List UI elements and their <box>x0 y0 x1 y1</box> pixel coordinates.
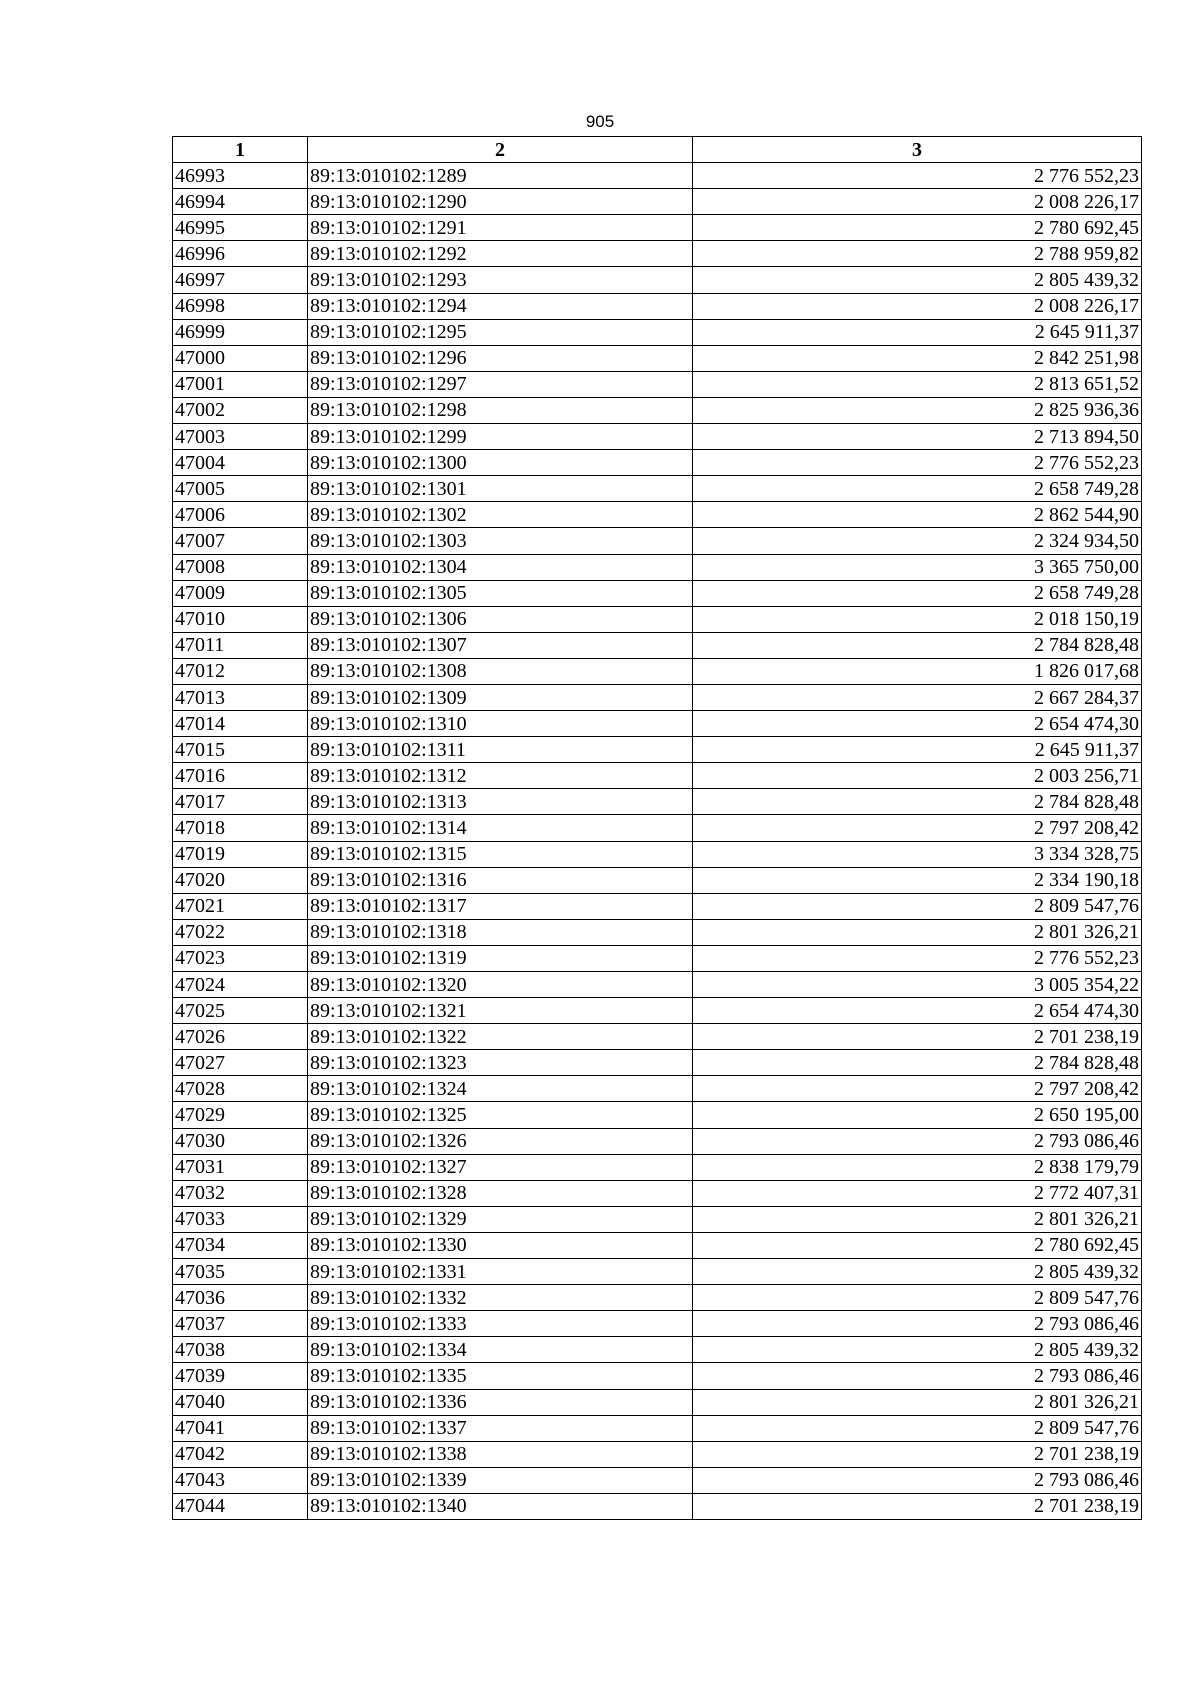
cadastral-number-cell: 89:13:010102:1334 <box>308 1337 693 1363</box>
table-row <box>173 1311 1142 1337</box>
cadastral-number-cell: 89:13:010102:1330 <box>308 1232 693 1258</box>
cadastral-number-cell: 89:13:010102:1329 <box>308 1206 693 1232</box>
row-number-cell: 47027 <box>173 1050 308 1076</box>
cadastral-value-cell: 2 701 238,19 <box>693 1024 1142 1050</box>
cadastral-value-cell: 2 713 894,50 <box>693 424 1142 450</box>
table-row <box>173 789 1142 815</box>
row-number-cell: 47023 <box>173 945 308 971</box>
table-row <box>173 371 1142 397</box>
table-row <box>173 1441 1142 1467</box>
cadastral-value-cell: 2 018 150,19 <box>693 606 1142 632</box>
row-number-cell: 47028 <box>173 1076 308 1102</box>
cadastral-value-cell: 2 784 828,48 <box>693 789 1142 815</box>
row-number-cell: 47016 <box>173 763 308 789</box>
cadastral-number-cell: 89:13:010102:1335 <box>308 1363 693 1389</box>
table-row <box>173 1337 1142 1363</box>
column-header-3: 3 <box>693 137 1142 163</box>
table-row <box>173 215 1142 241</box>
table-row <box>173 580 1142 606</box>
row-number-cell: 46993 <box>173 163 308 189</box>
header-row <box>173 137 1142 163</box>
cadastral-number-cell: 89:13:010102:1327 <box>308 1154 693 1180</box>
cadastral-number-cell: 89:13:010102:1294 <box>308 293 693 319</box>
table-row <box>173 189 1142 215</box>
row-number-cell: 47014 <box>173 711 308 737</box>
row-number-cell: 46994 <box>173 189 308 215</box>
cadastral-value-cell: 2 645 911,37 <box>693 737 1142 763</box>
row-number-cell: 47017 <box>173 789 308 815</box>
cadastral-value-cell: 2 805 439,32 <box>693 1337 1142 1363</box>
row-number-cell: 47024 <box>173 972 308 998</box>
cadastral-number-cell: 89:13:010102:1317 <box>308 893 693 919</box>
cadastral-value-cell: 2 797 208,42 <box>693 815 1142 841</box>
cadastral-number-cell: 89:13:010102:1320 <box>308 972 693 998</box>
cadastral-number-cell: 89:13:010102:1331 <box>308 1259 693 1285</box>
cadastral-number-cell: 89:13:010102:1307 <box>308 632 693 658</box>
row-number-cell: 47011 <box>173 632 308 658</box>
cadastral-number-cell: 89:13:010102:1326 <box>308 1128 693 1154</box>
cadastral-number-cell: 89:13:010102:1324 <box>308 1076 693 1102</box>
cadastral-value-cell: 2 862 544,90 <box>693 502 1142 528</box>
row-number-cell: 47025 <box>173 998 308 1024</box>
table-row <box>173 1389 1142 1415</box>
cadastral-value-cell: 2 793 086,46 <box>693 1363 1142 1389</box>
cadastral-value-cell: 2 801 326,21 <box>693 1206 1142 1232</box>
row-number-cell: 47030 <box>173 1128 308 1154</box>
row-number-cell: 47012 <box>173 658 308 684</box>
cadastral-number-cell: 89:13:010102:1325 <box>308 1102 693 1128</box>
table-row <box>173 267 1142 293</box>
row-number-cell: 46996 <box>173 241 308 267</box>
cadastral-value-cell: 2 801 326,21 <box>693 919 1142 945</box>
table-row <box>173 554 1142 580</box>
cadastral-number-cell: 89:13:010102:1292 <box>308 241 693 267</box>
cadastral-number-cell: 89:13:010102:1305 <box>308 580 693 606</box>
table-row <box>173 502 1142 528</box>
cadastral-value-cell: 2 797 208,42 <box>693 1076 1142 1102</box>
row-number-cell: 46997 <box>173 267 308 293</box>
row-number-cell: 47032 <box>173 1180 308 1206</box>
cadastral-number-cell: 89:13:010102:1323 <box>308 1050 693 1076</box>
table-row <box>173 450 1142 476</box>
cadastral-number-cell: 89:13:010102:1301 <box>308 476 693 502</box>
cadastral-number-cell: 89:13:010102:1338 <box>308 1441 693 1467</box>
cadastral-value-cell: 2 645 911,37 <box>693 319 1142 345</box>
row-number-cell: 47034 <box>173 1232 308 1258</box>
cadastral-number-cell: 89:13:010102:1291 <box>308 215 693 241</box>
row-number-cell: 47044 <box>173 1493 308 1519</box>
row-number-cell: 47008 <box>173 554 308 580</box>
cadastral-number-cell: 89:13:010102:1299 <box>308 424 693 450</box>
cadastral-number-cell: 89:13:010102:1313 <box>308 789 693 815</box>
cadastral-number-cell: 89:13:010102:1321 <box>308 998 693 1024</box>
cadastral-value-cell: 2 780 692,45 <box>693 215 1142 241</box>
row-number-cell: 47038 <box>173 1337 308 1363</box>
cadastral-value-cell: 2 654 474,30 <box>693 998 1142 1024</box>
table-header <box>173 137 1142 163</box>
cadastral-value-cell: 2 701 238,19 <box>693 1441 1142 1467</box>
row-number-cell: 47037 <box>173 1311 308 1337</box>
table-body <box>173 163 1142 1520</box>
page-number: 905 <box>585 112 615 131</box>
row-number-cell: 47020 <box>173 867 308 893</box>
cadastral-number-cell: 89:13:010102:1336 <box>308 1389 693 1415</box>
row-number-cell: 47035 <box>173 1259 308 1285</box>
table-row <box>173 397 1142 423</box>
table-row <box>173 1206 1142 1232</box>
cadastral-value-cell: 2 825 936,36 <box>693 397 1142 423</box>
table-row <box>173 684 1142 710</box>
cadastral-value-cell: 2 650 195,00 <box>693 1102 1142 1128</box>
row-number-cell: 47021 <box>173 893 308 919</box>
row-number-cell: 46998 <box>173 293 308 319</box>
row-number-cell: 47009 <box>173 580 308 606</box>
cadastral-number-cell: 89:13:010102:1337 <box>308 1415 693 1441</box>
table-row <box>173 1102 1142 1128</box>
cadastral-number-cell: 89:13:010102:1311 <box>308 737 693 763</box>
row-number-cell: 46999 <box>173 319 308 345</box>
row-number-cell: 47018 <box>173 815 308 841</box>
cadastral-number-cell: 89:13:010102:1332 <box>308 1285 693 1311</box>
row-number-cell: 47005 <box>173 476 308 502</box>
column-header-1: 1 <box>173 137 308 163</box>
table-row <box>173 1024 1142 1050</box>
cadastral-number-cell: 89:13:010102:1322 <box>308 1024 693 1050</box>
cadastral-value-cell: 3 334 328,75 <box>693 841 1142 867</box>
cadastral-number-cell: 89:13:010102:1306 <box>308 606 693 632</box>
cadastral-value-cell: 2 776 552,23 <box>693 945 1142 971</box>
table-row <box>173 1128 1142 1154</box>
cadastral-number-cell: 89:13:010102:1297 <box>308 371 693 397</box>
table-row <box>173 476 1142 502</box>
row-number-cell: 46995 <box>173 215 308 241</box>
cadastral-value-table <box>172 136 1142 1520</box>
table-row <box>173 893 1142 919</box>
row-number-cell: 47019 <box>173 841 308 867</box>
row-number-cell: 47004 <box>173 450 308 476</box>
cadastral-value-cell: 2 658 749,28 <box>693 476 1142 502</box>
cadastral-number-cell: 89:13:010102:1319 <box>308 945 693 971</box>
table-row <box>173 1232 1142 1258</box>
cadastral-value-cell: 2 003 256,71 <box>693 763 1142 789</box>
row-number-cell: 47003 <box>173 424 308 450</box>
cadastral-number-cell: 89:13:010102:1296 <box>308 345 693 371</box>
cadastral-value-cell: 2 788 959,82 <box>693 241 1142 267</box>
cadastral-value-cell: 1 826 017,68 <box>693 658 1142 684</box>
row-number-cell: 47041 <box>173 1415 308 1441</box>
row-number-cell: 47040 <box>173 1389 308 1415</box>
cadastral-value-cell: 2 334 190,18 <box>693 867 1142 893</box>
row-number-cell: 47006 <box>173 502 308 528</box>
table-row <box>173 711 1142 737</box>
table-row <box>173 632 1142 658</box>
table-row <box>173 945 1142 971</box>
cadastral-value-cell: 2 701 238,19 <box>693 1493 1142 1519</box>
cadastral-number-cell: 89:13:010102:1312 <box>308 763 693 789</box>
cadastral-value-cell: 2 780 692,45 <box>693 1232 1142 1258</box>
cadastral-number-cell: 89:13:010102:1328 <box>308 1180 693 1206</box>
cadastral-value-cell: 2 805 439,32 <box>693 267 1142 293</box>
cadastral-number-cell: 89:13:010102:1333 <box>308 1311 693 1337</box>
cadastral-number-cell: 89:13:010102:1309 <box>308 684 693 710</box>
table-row <box>173 1050 1142 1076</box>
table-row <box>173 163 1142 189</box>
row-number-cell: 47031 <box>173 1154 308 1180</box>
table-row <box>173 319 1142 345</box>
cadastral-value-cell: 2 667 284,37 <box>693 684 1142 710</box>
cadastral-number-cell: 89:13:010102:1295 <box>308 319 693 345</box>
cadastral-value-cell: 2 784 828,48 <box>693 1050 1142 1076</box>
cadastral-value-cell: 2 793 086,46 <box>693 1467 1142 1493</box>
table-row <box>173 998 1142 1024</box>
table-row <box>173 737 1142 763</box>
cadastral-value-cell: 2 809 547,76 <box>693 1285 1142 1311</box>
cadastral-number-cell: 89:13:010102:1289 <box>308 163 693 189</box>
row-number-cell: 47013 <box>173 684 308 710</box>
row-number-cell: 47007 <box>173 528 308 554</box>
cadastral-value-cell: 2 842 251,98 <box>693 345 1142 371</box>
cadastral-value-cell: 2 813 651,52 <box>693 371 1142 397</box>
row-number-cell: 47043 <box>173 1467 308 1493</box>
table-row <box>173 1285 1142 1311</box>
table-row <box>173 424 1142 450</box>
cadastral-value-cell: 3 365 750,00 <box>693 554 1142 580</box>
cadastral-number-cell: 89:13:010102:1303 <box>308 528 693 554</box>
table-row <box>173 972 1142 998</box>
cadastral-number-cell: 89:13:010102:1298 <box>308 397 693 423</box>
table-row <box>173 293 1142 319</box>
table-row <box>173 345 1142 371</box>
row-number-cell: 47033 <box>173 1206 308 1232</box>
cadastral-number-cell: 89:13:010102:1316 <box>308 867 693 893</box>
table-row <box>173 241 1142 267</box>
cadastral-number-cell: 89:13:010102:1315 <box>308 841 693 867</box>
cadastral-value-cell: 2 793 086,46 <box>693 1128 1142 1154</box>
row-number-cell: 47029 <box>173 1102 308 1128</box>
cadastral-number-cell: 89:13:010102:1293 <box>308 267 693 293</box>
cadastral-value-cell: 2 654 474,30 <box>693 711 1142 737</box>
cadastral-value-cell: 2 805 439,32 <box>693 1259 1142 1285</box>
cadastral-value-cell: 2 008 226,17 <box>693 293 1142 319</box>
table-row <box>173 1493 1142 1519</box>
table-row <box>173 1154 1142 1180</box>
cadastral-value-cell: 3 005 354,22 <box>693 972 1142 998</box>
table-row <box>173 1259 1142 1285</box>
cadastral-number-cell: 89:13:010102:1314 <box>308 815 693 841</box>
cadastral-value-cell: 2 324 934,50 <box>693 528 1142 554</box>
table-row <box>173 919 1142 945</box>
table-row <box>173 1076 1142 1102</box>
row-number-cell: 47039 <box>173 1363 308 1389</box>
cadastral-value-cell: 2 776 552,23 <box>693 163 1142 189</box>
row-number-cell: 47042 <box>173 1441 308 1467</box>
cadastral-value-cell: 2 658 749,28 <box>693 580 1142 606</box>
cadastral-value-cell: 2 801 326,21 <box>693 1389 1142 1415</box>
cadastral-value-cell: 2 008 226,17 <box>693 189 1142 215</box>
table-row <box>173 1180 1142 1206</box>
cadastral-number-cell: 89:13:010102:1290 <box>308 189 693 215</box>
row-number-cell: 47036 <box>173 1285 308 1311</box>
table-row <box>173 763 1142 789</box>
cadastral-number-cell: 89:13:010102:1318 <box>308 919 693 945</box>
cadastral-value-cell: 2 776 552,23 <box>693 450 1142 476</box>
row-number-cell: 47026 <box>173 1024 308 1050</box>
cadastral-number-cell: 89:13:010102:1310 <box>308 711 693 737</box>
row-number-cell: 47015 <box>173 737 308 763</box>
cadastral-number-cell: 89:13:010102:1300 <box>308 450 693 476</box>
table-row <box>173 815 1142 841</box>
table-row <box>173 867 1142 893</box>
cadastral-number-cell: 89:13:010102:1304 <box>308 554 693 580</box>
cadastral-value-cell: 2 838 179,79 <box>693 1154 1142 1180</box>
column-header-2: 2 <box>308 137 693 163</box>
table-row <box>173 841 1142 867</box>
row-number-cell: 47010 <box>173 606 308 632</box>
cadastral-number-cell: 89:13:010102:1302 <box>308 502 693 528</box>
row-number-cell: 47000 <box>173 345 308 371</box>
cadastral-number-cell: 89:13:010102:1340 <box>308 1493 693 1519</box>
table-row <box>173 1415 1142 1441</box>
table-row <box>173 606 1142 632</box>
row-number-cell: 47022 <box>173 919 308 945</box>
table-row <box>173 1467 1142 1493</box>
cadastral-value-cell: 2 809 547,76 <box>693 1415 1142 1441</box>
cadastral-value-cell: 2 784 828,48 <box>693 632 1142 658</box>
cadastral-value-cell: 2 793 086,46 <box>693 1311 1142 1337</box>
row-number-cell: 47001 <box>173 371 308 397</box>
table-row <box>173 1363 1142 1389</box>
cadastral-value-cell: 2 809 547,76 <box>693 893 1142 919</box>
row-number-cell: 47002 <box>173 397 308 423</box>
cadastral-number-cell: 89:13:010102:1339 <box>308 1467 693 1493</box>
table-row <box>173 528 1142 554</box>
table-row <box>173 658 1142 684</box>
cadastral-number-cell: 89:13:010102:1308 <box>308 658 693 684</box>
cadastral-value-cell: 2 772 407,31 <box>693 1180 1142 1206</box>
